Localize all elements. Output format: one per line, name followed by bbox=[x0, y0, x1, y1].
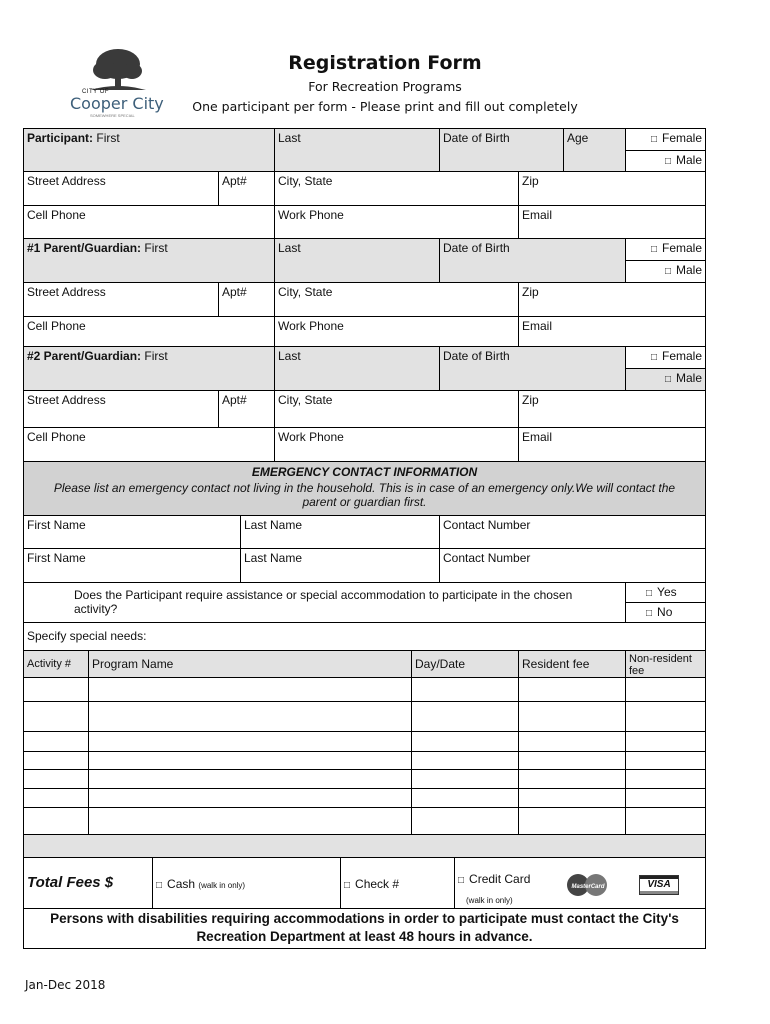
participant-street-field[interactable]: Street Address bbox=[23, 171, 219, 206]
parent2-last-field[interactable]: Last bbox=[274, 346, 440, 391]
emergency1-contact-field[interactable]: Contact Number bbox=[439, 515, 706, 549]
table-row[interactable] bbox=[625, 807, 706, 835]
table-row[interactable] bbox=[518, 788, 626, 808]
participant-city-field[interactable]: City, State bbox=[274, 171, 519, 206]
parent1-zip-field[interactable]: Zip bbox=[518, 282, 706, 317]
parent2-city-field[interactable]: City, State bbox=[274, 390, 519, 428]
table-row[interactable] bbox=[518, 769, 626, 789]
cash-checkbox[interactable]: □ Cash (walk in only) bbox=[152, 857, 341, 909]
table-row[interactable] bbox=[625, 677, 706, 702]
emergency-description: Please list an emergency contact not living in the household. This is in case of an emergency only.We will contact the parent or guardian first. bbox=[53, 481, 676, 509]
form-subtitle: For Recreation Programs bbox=[308, 79, 462, 94]
table-row[interactable] bbox=[88, 769, 412, 789]
dob-label: Date of Birth bbox=[443, 131, 510, 145]
parent2-street-field[interactable]: Street Address bbox=[23, 390, 219, 428]
table-row[interactable] bbox=[23, 677, 89, 702]
parent2-dob-field[interactable]: Date of Birth bbox=[439, 346, 626, 391]
table-row[interactable] bbox=[625, 769, 706, 789]
table-row[interactable] bbox=[23, 788, 89, 808]
emergency-heading: EMERGENCY CONTACT INFORMATION bbox=[251, 465, 478, 479]
participant-email-field[interactable]: Email bbox=[518, 205, 706, 239]
table-row[interactable] bbox=[411, 731, 519, 752]
cash-note: (walk in only) bbox=[198, 881, 246, 890]
parent1-work-field[interactable]: Work Phone bbox=[274, 316, 519, 347]
emergency2-first-field[interactable]: First Name bbox=[23, 548, 241, 583]
first-label: First bbox=[96, 131, 120, 145]
age-label: Age bbox=[567, 131, 589, 145]
special-needs-field[interactable]: Specify special needs: bbox=[23, 622, 706, 651]
parent1-dob-field[interactable]: Date of Birth bbox=[439, 238, 626, 283]
table-row[interactable] bbox=[23, 807, 89, 835]
parent2-cell-field[interactable]: Cell Phone bbox=[23, 427, 275, 462]
mastercard-icon: MasterCard bbox=[567, 874, 609, 896]
table-row[interactable] bbox=[625, 701, 706, 732]
nonresident-fee-header: Non-resident fee bbox=[625, 650, 706, 678]
check-checkbox[interactable]: □ Check # bbox=[340, 857, 455, 909]
table-row[interactable] bbox=[23, 701, 89, 732]
table-row[interactable] bbox=[88, 788, 412, 808]
participant-apt-field[interactable]: Apt# bbox=[218, 171, 275, 206]
participant-work-field[interactable]: Work Phone bbox=[274, 205, 519, 239]
table-spacer-row bbox=[23, 834, 706, 858]
table-row[interactable] bbox=[518, 677, 626, 702]
parent2-female-checkbox[interactable]: □ Female bbox=[625, 346, 706, 369]
parent2-first-field[interactable]: #2 Parent/Guardian: First bbox=[23, 346, 275, 391]
table-row[interactable] bbox=[88, 751, 412, 770]
day-date-header: Day/Date bbox=[411, 650, 519, 678]
logo-city-name: Cooper City bbox=[70, 94, 164, 113]
parent2-male-checkbox[interactable]: □ Male bbox=[625, 368, 706, 391]
parent1-male-checkbox[interactable]: □ Male bbox=[625, 260, 706, 283]
total-fees-field[interactable]: Total Fees $ bbox=[23, 857, 153, 909]
table-row[interactable] bbox=[88, 677, 412, 702]
emergency1-last-field[interactable]: Last Name bbox=[240, 515, 440, 549]
parent1-first-field[interactable]: #1 Parent/Guardian: First bbox=[23, 238, 275, 283]
table-row[interactable] bbox=[518, 807, 626, 835]
accommodation-question: Does the Participant require assistance or special accommodation to participate in the chosen activity? bbox=[23, 582, 626, 623]
emergency1-first-field[interactable]: First Name bbox=[23, 515, 241, 549]
table-row[interactable] bbox=[88, 701, 412, 732]
parent2-work-field[interactable]: Work Phone bbox=[274, 427, 519, 462]
activity-number-header: Activity # bbox=[23, 650, 89, 678]
credit-note: (walk in only) bbox=[466, 896, 513, 905]
last-label: Last bbox=[278, 131, 301, 145]
table-row[interactable] bbox=[23, 731, 89, 752]
table-row[interactable] bbox=[411, 788, 519, 808]
table-row[interactable] bbox=[411, 807, 519, 835]
participant-first-field[interactable] bbox=[23, 128, 275, 172]
logo-tagline: SOMEWHERE SPECIAL bbox=[90, 113, 135, 118]
table-row[interactable] bbox=[411, 677, 519, 702]
participant-female-checkbox[interactable]: □ Female bbox=[625, 128, 706, 151]
parent2-email-field[interactable]: Email bbox=[518, 427, 706, 462]
participant-male-checkbox[interactable]: □ Male bbox=[625, 150, 706, 172]
participant-last-field[interactable] bbox=[274, 128, 440, 172]
credit-card-checkbox[interactable]: □ Credit Card (walk in only) MasterCard VISA bbox=[454, 857, 706, 909]
participant-label: Participant: bbox=[27, 131, 94, 145]
parent1-cell-field[interactable]: Cell Phone bbox=[23, 316, 275, 347]
program-name-header: Program Name bbox=[88, 650, 412, 678]
emergency2-last-field[interactable]: Last Name bbox=[240, 548, 440, 583]
table-row[interactable] bbox=[411, 701, 519, 732]
parent2-apt-field[interactable]: Apt# bbox=[218, 390, 275, 428]
participant-age-field[interactable] bbox=[563, 128, 626, 172]
parent1-last-field[interactable]: Last bbox=[274, 238, 440, 283]
parent2-zip-field[interactable]: Zip bbox=[518, 390, 706, 428]
emergency-section bbox=[23, 461, 706, 516]
visa-icon: VISA bbox=[639, 875, 679, 895]
parent1-apt-field[interactable]: Apt# bbox=[218, 282, 275, 317]
accommodation-yes-checkbox[interactable]: □ Yes bbox=[625, 582, 706, 603]
parent1-female-checkbox[interactable]: □ Female bbox=[625, 238, 706, 261]
table-row[interactable] bbox=[518, 731, 626, 752]
accommodation-no-checkbox[interactable]: □ No bbox=[625, 602, 706, 623]
parent1-street-field[interactable]: Street Address bbox=[23, 282, 219, 317]
table-row[interactable] bbox=[518, 701, 626, 732]
table-row[interactable] bbox=[518, 751, 626, 770]
footer-date: Jan-Dec 2018 bbox=[25, 978, 106, 992]
logo-small-text: CITY OF bbox=[82, 89, 110, 95]
disability-notice: Persons with disabilities requiring accommodations in order to participate must contact the City's Recreation Department at least 48 hours in advance. bbox=[23, 908, 706, 949]
table-row[interactable] bbox=[411, 751, 519, 770]
table-row[interactable] bbox=[625, 788, 706, 808]
resident-fee-header: Resident fee bbox=[518, 650, 626, 678]
table-row[interactable] bbox=[23, 751, 89, 770]
participant-cell-field[interactable]: Cell Phone bbox=[23, 205, 275, 239]
table-row[interactable] bbox=[625, 731, 706, 752]
parent1-city-field[interactable]: City, State bbox=[274, 282, 519, 317]
table-row[interactable] bbox=[88, 731, 412, 752]
table-row[interactable] bbox=[625, 751, 706, 770]
parent1-email-field[interactable]: Email bbox=[518, 316, 706, 347]
form-instruction: One participant per form - Please print and fill out completely bbox=[192, 99, 578, 114]
emergency2-contact-field[interactable]: Contact Number bbox=[439, 548, 706, 583]
table-row[interactable] bbox=[23, 769, 89, 789]
participant-zip-field[interactable]: Zip bbox=[518, 171, 706, 206]
form-title: Registration Form bbox=[288, 52, 482, 74]
participant-dob-field[interactable] bbox=[439, 128, 564, 172]
table-row[interactable] bbox=[411, 769, 519, 789]
table-row[interactable] bbox=[88, 807, 412, 835]
